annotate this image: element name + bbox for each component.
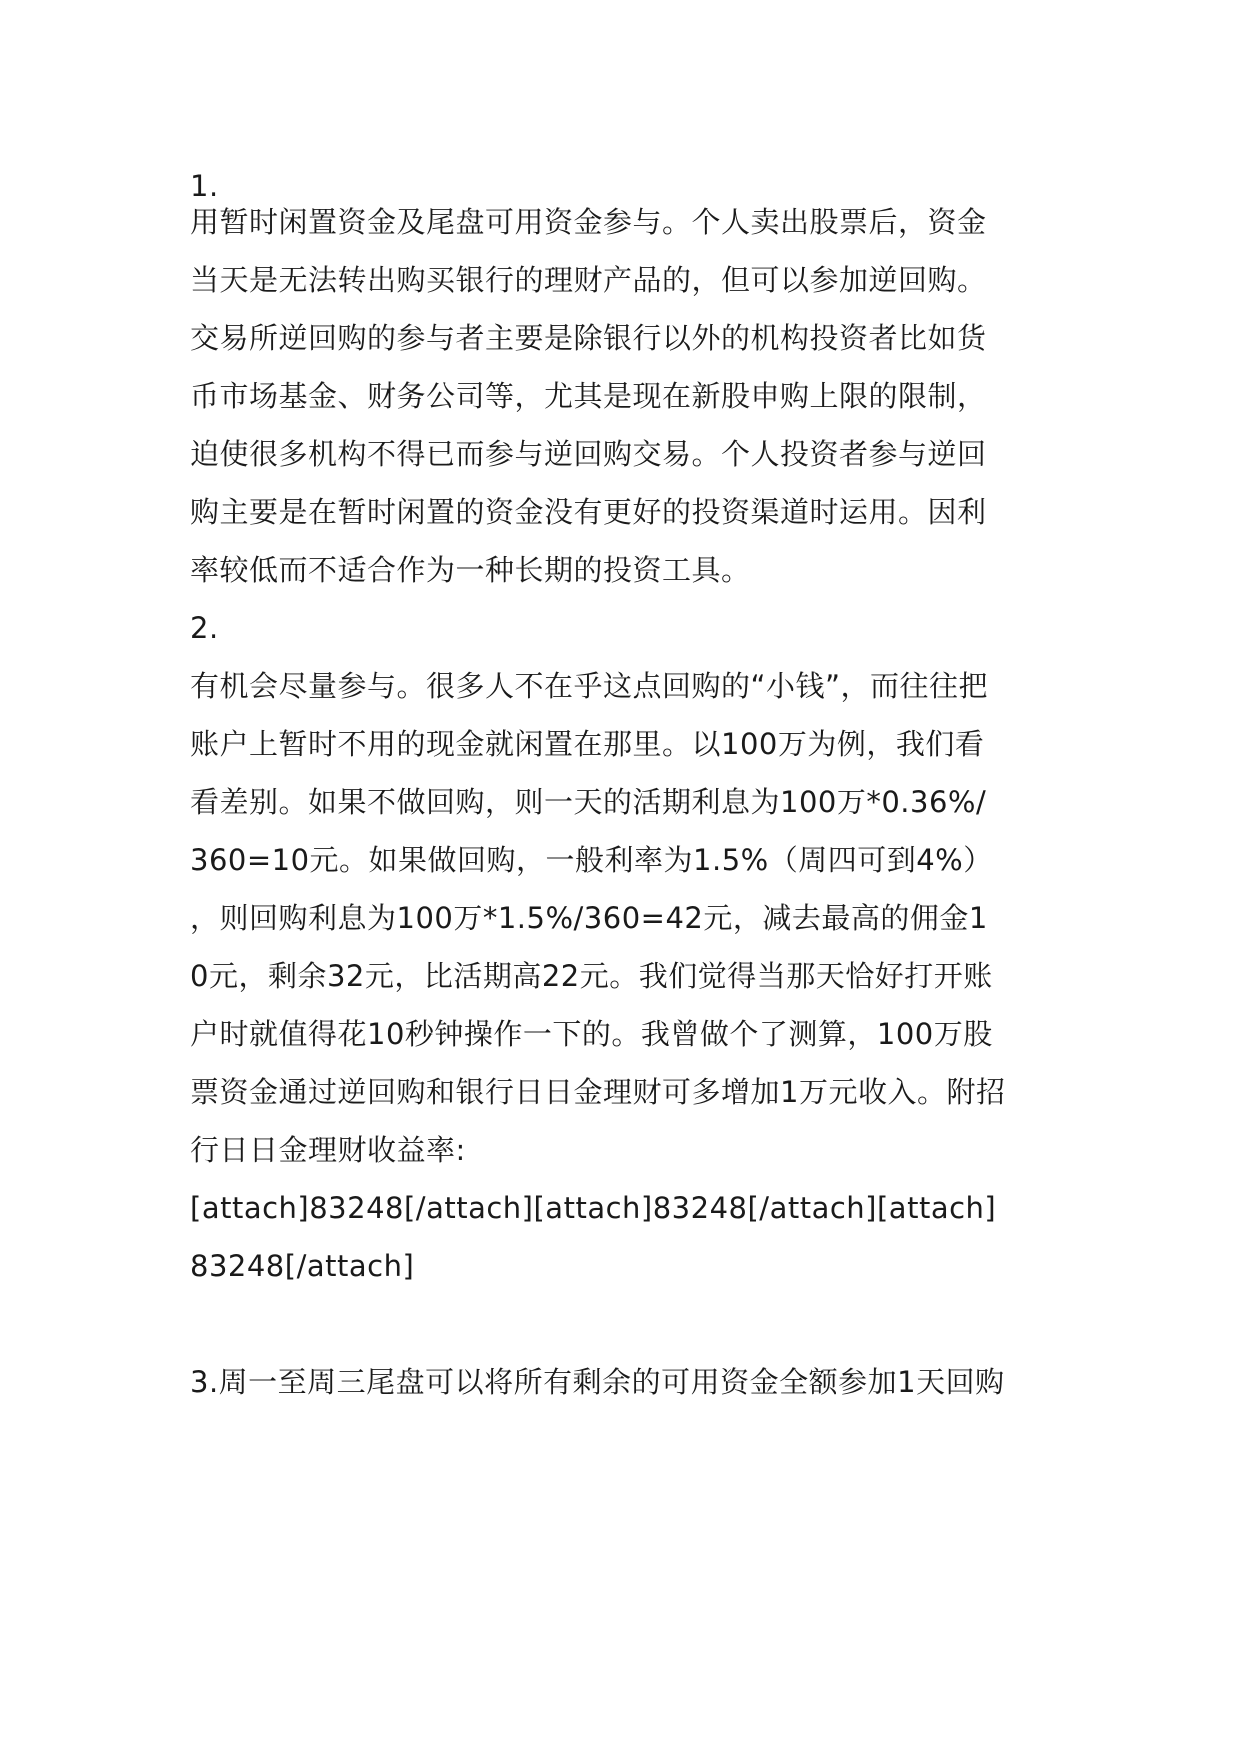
paragraph-line: 用暂时闲置资金及尾盘可用资金参与。个人卖出股票后，资金	[190, 205, 987, 239]
paragraph-line: 看差别。如果不做回购，则一天的活期利息为100万*0.36%/	[190, 785, 987, 819]
paragraph-line: 迫使很多机构不得已而参与逆回购交易。个人投资者参与逆回	[190, 437, 987, 471]
attachment-line: 83248[/attach]	[190, 1249, 415, 1283]
paragraph-line: 购主要是在暂时闲置的资金没有更好的投资渠道时运用。因利	[190, 495, 987, 529]
section-number-2: 2.	[190, 611, 219, 645]
paragraph-line: 交易所逆回购的参与者主要是除银行以外的机构投资者比如货	[190, 321, 987, 355]
paragraph-line: 率较低而不适合作为一种长期的投资工具。	[190, 553, 751, 587]
attachment-line: [attach]83248[/attach][attach]83248[/attach][attach]	[190, 1191, 997, 1225]
section-3-line: 3.周一至周三尾盘可以将所有剩余的可用资金全额参加1天回购	[190, 1365, 1005, 1399]
paragraph-line: 0元，剩余32元，比活期高22元。我们觉得当那天恰好打开账	[190, 959, 993, 993]
paragraph-line: 行日日金理财收益率:	[190, 1133, 466, 1167]
paragraph-line: 360=10元。如果做回购，一般利率为1.5%（周四可到4%）	[190, 843, 993, 877]
paragraph-line: ，则回购利息为100万*1.5%/360=42元，减去最高的佣金1	[190, 901, 988, 935]
paragraph-line: 票资金通过逆回购和银行日日金理财可多增加1万元收入。附招	[190, 1075, 1006, 1109]
paragraph-line: 户时就值得花10秒钟操作一下的。我曾做个了测算，100万股	[190, 1017, 993, 1051]
paragraph-line: 有机会尽量参与。很多人不在乎这点回购的“小钱”，而往往把	[190, 669, 989, 703]
paragraph-line: 当天是无法转出购买银行的理财产品的，但可以参加逆回购。	[190, 263, 987, 297]
section-number-1: 1.	[190, 169, 219, 203]
paragraph-line: 币市场基金、财务公司等，尤其是现在新股申购上限的限制，	[190, 379, 987, 413]
paragraph-line: 账户上暂时不用的现金就闲置在那里。以100万为例，我们看	[190, 727, 985, 761]
